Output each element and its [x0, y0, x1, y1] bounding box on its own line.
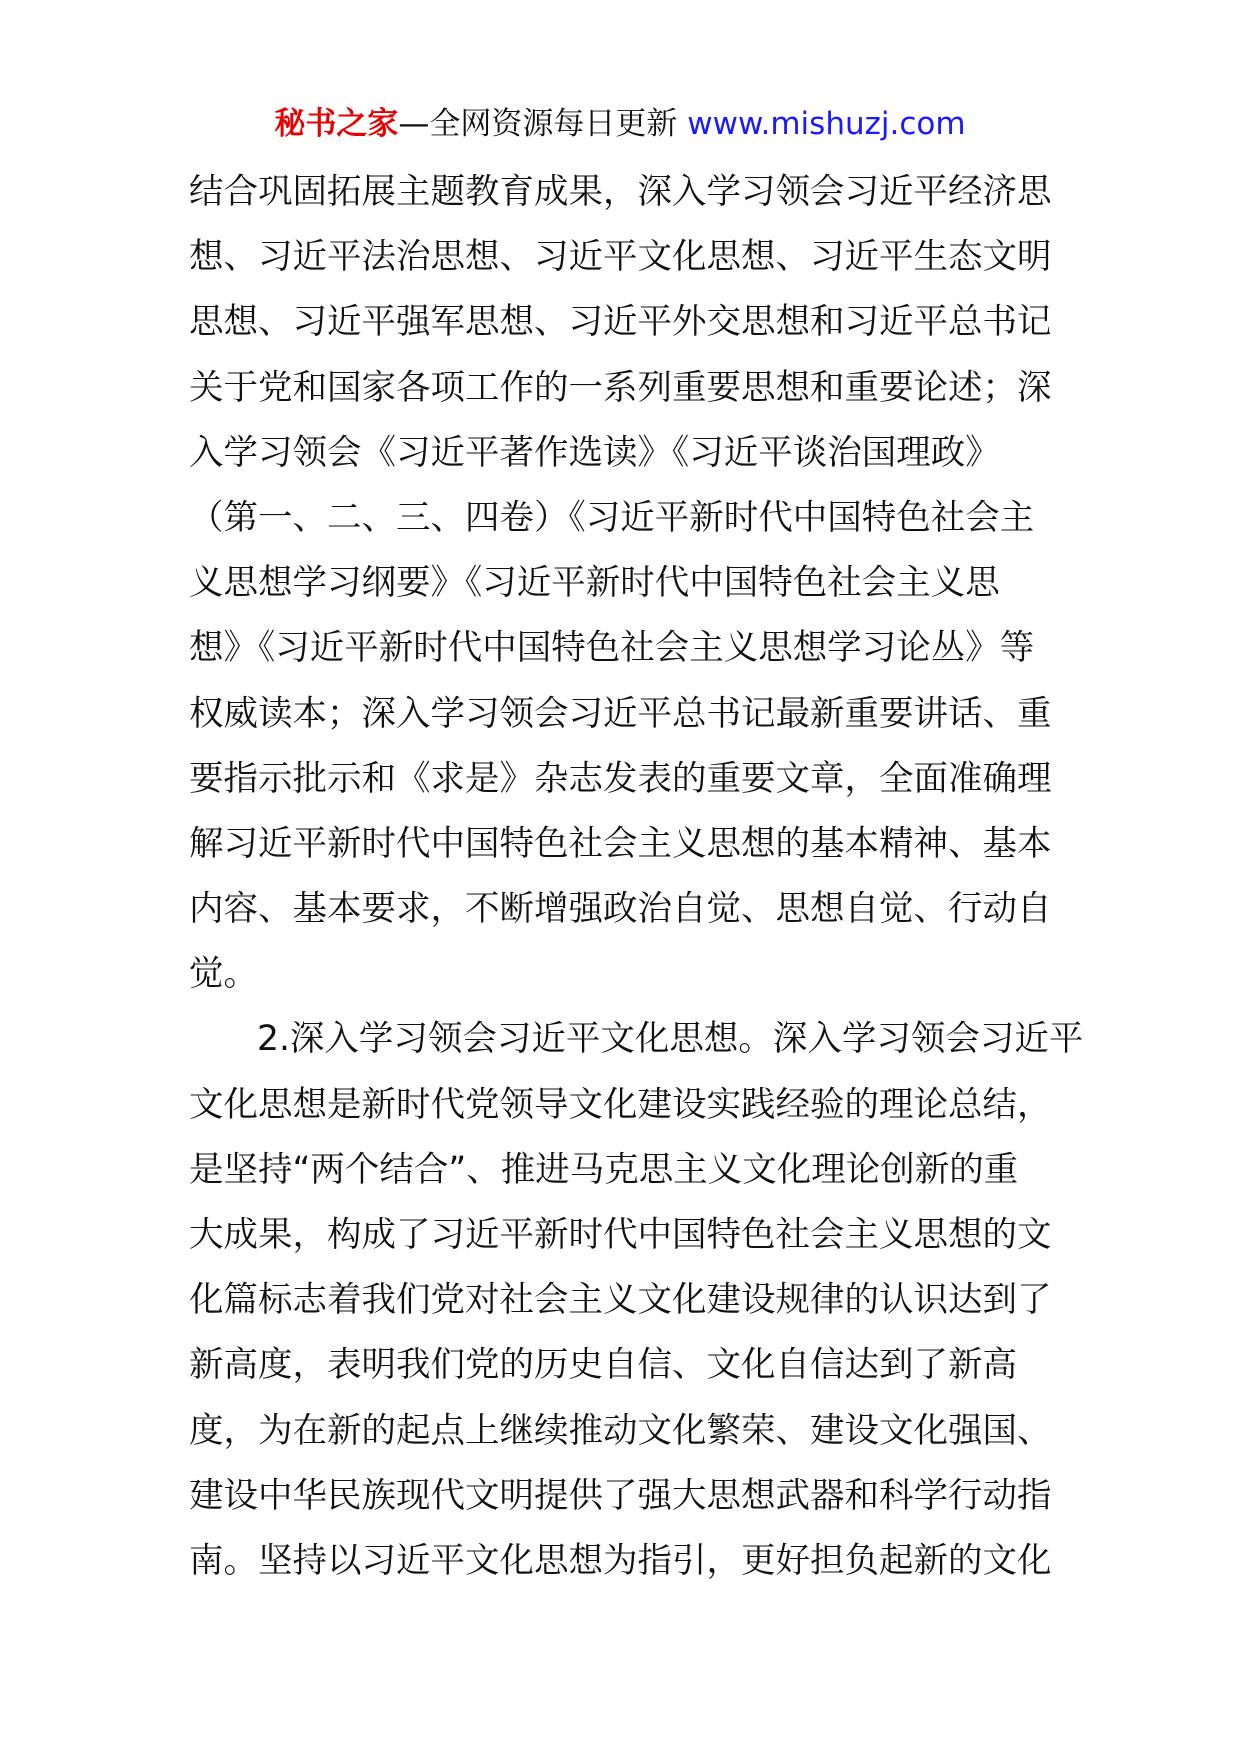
text-line: 想》《习近平新时代中国特色社会主义思想学习论丛》等 [189, 628, 1035, 669]
brand-name: 秘书之家 [274, 106, 399, 142]
paragraph-heading-line: 2.深入学习领会习近平文化思想。深入学习领会习近平 [257, 1019, 1084, 1060]
text-line: 内容、基本要求，不断增强政治自觉、思想自觉、行动自 [189, 889, 1052, 930]
text-line: 关于党和国家各项工作的一系列重要思想和重要论述；深 [189, 367, 1052, 408]
text-line: 想、习近平法治思想、习近平文化思想、习近平生态文明 [189, 237, 1052, 278]
text-line: 是坚持“两个结合”、推进马克思主义文化理论创新的重 [189, 1149, 1019, 1190]
text-line: （第一、二、三、四卷）《习近平新时代中国特色社会主 [189, 497, 1035, 538]
text-line: 新高度，表明我们党的历史自信、文化自信达到了新高 [189, 1345, 1017, 1386]
page-header [0, 104, 1240, 144]
text-line: 南。坚持以习近平文化思想为指引，更好担负起新的文化 [189, 1540, 1052, 1581]
text-line: 文化思想是新时代党领导文化建设实践经验的理论总结， [189, 1084, 1052, 1125]
text-line: 解习近平新时代中国特色社会主义思想的基本精神、基本 [189, 823, 1052, 864]
text-line: 化篇标志着我们党对社会主义文化建设规律的认识达到了 [189, 1280, 1052, 1321]
text-line: 度，为在新的起点上继续推动文化繁荣、建设文化强国、 [189, 1410, 1052, 1451]
text-line: 义思想学习纲要》《习近平新时代中国特色社会主义思 [189, 563, 1000, 604]
document-body [189, 160, 1084, 1594]
text-line: 入学习领会《习近平著作选读》《习近平谈治国理政》 [189, 432, 1000, 473]
text-line: 觉。 [189, 954, 258, 995]
text-line: 思想、习近平强军思想、习近平外交思想和习近平总书记 [189, 302, 1052, 343]
text-line: 要指示批示和《求是》杂志发表的重要文章，全面准确理 [189, 758, 1052, 799]
text-line: 权威读本；深入学习领会习近平总书记最新重要讲话、重 [189, 693, 1052, 734]
text-line: 大成果，构成了习近平新时代中国特色社会主义思想的文 [189, 1215, 1052, 1255]
header-slogan: —全网资源每日更新 [398, 106, 688, 142]
site-url-link[interactable]: www.mishuzj.com [687, 106, 966, 142]
text-line: 结合巩固拓展主题教育成果，深入学习领会习近平经济思 [189, 172, 1052, 212]
text-line: 建设中华民族现代文明提供了强大思想武器和科学行动指 [189, 1475, 1052, 1516]
